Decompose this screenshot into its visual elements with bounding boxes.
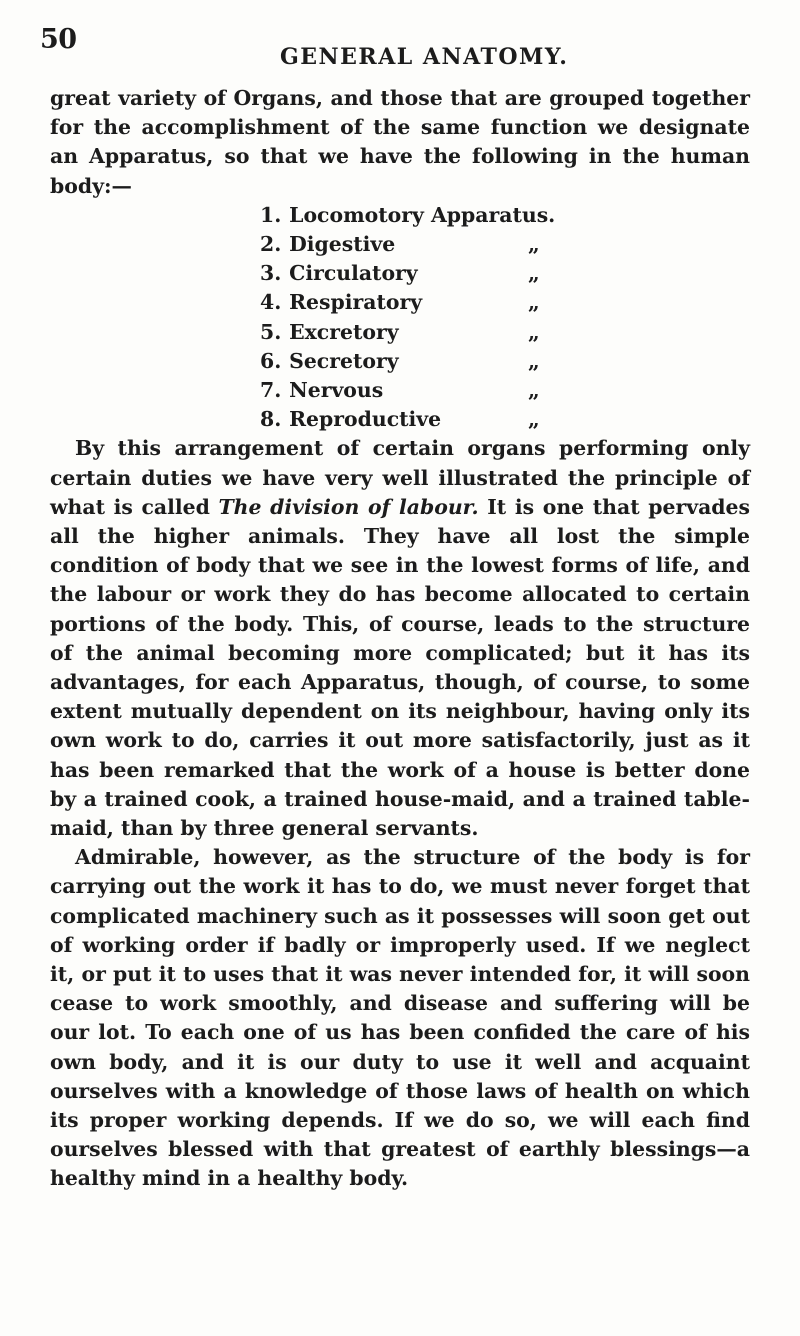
paragraph-text: It is one that pervades all the higher animals. They have all lost the simple condition of body that we see in the lowest forms of life, and the labour or work they do has become allocated to certain portions of the body. This, of course, leads to the structure of the animal becoming more complicated; but it has its advantages, for each Apparatus, though, of course, to some extent mutually dependent on its neighbour, having only its own work to do, carries it out more satisfactorily, just as it has been remarked that the work of a house is better done by a trained cook, a trained house-maid, and a trained table-maid, than by three general servants. bbox=[50, 494, 751, 840]
body-text bbox=[50, 84, 750, 1194]
list-item-number: 3. bbox=[260, 261, 282, 286]
list-item bbox=[260, 230, 750, 259]
list-item-number: 4. bbox=[260, 290, 282, 315]
list-item-number: 6. bbox=[260, 348, 282, 373]
apparatus-list bbox=[50, 201, 750, 435]
ditto-mark: „ bbox=[528, 261, 540, 286]
division-of-labour-paragraph bbox=[50, 434, 750, 843]
list-item bbox=[260, 288, 750, 317]
ditto-mark: „ bbox=[528, 232, 540, 256]
list-item-label: Excretory bbox=[289, 319, 399, 344]
list-item-label: Circulatory bbox=[289, 261, 418, 286]
list-item-label: Digestive bbox=[289, 232, 396, 256]
intro-paragraph: great variety of Organs, and those that are grouped together for the accomplishment of the same function we designate an Apparatus, so that we have the following in the human body:— bbox=[50, 86, 750, 198]
list-item-number: 2. bbox=[260, 232, 282, 256]
running-head: GENERAL ANATOMY. bbox=[280, 44, 569, 70]
list-item-number: 5. bbox=[260, 319, 282, 344]
list-item bbox=[260, 318, 750, 347]
ditto-mark: „ bbox=[528, 348, 540, 373]
ditto-mark: „ bbox=[528, 377, 540, 402]
list-item-label: Respiratory bbox=[289, 290, 423, 315]
list-item-label: Nervous bbox=[289, 377, 384, 402]
list-item bbox=[260, 405, 750, 434]
list-item bbox=[260, 259, 750, 288]
italic-term: The division of labour. bbox=[218, 494, 479, 519]
paragraph-text: By this arrangement of certain organs performing only certain duties we have very well illustrated the principle of what is called bbox=[50, 436, 750, 519]
list-item bbox=[260, 347, 750, 376]
list-item-label: Secretory bbox=[289, 348, 399, 373]
list-item-label: Reproductive bbox=[289, 407, 442, 432]
list-item-number: 1. bbox=[260, 202, 282, 227]
page-number: 50 bbox=[40, 24, 77, 55]
list-item bbox=[260, 201, 750, 230]
list-item-number: 8. bbox=[260, 407, 282, 432]
ditto-mark: „ bbox=[528, 290, 540, 315]
list-item-number: 7. bbox=[260, 377, 282, 402]
ditto-mark: „ bbox=[528, 407, 540, 432]
list-item bbox=[260, 376, 750, 405]
health-paragraph: Admirable, however, as the structure of the body is for carrying out the work it has to do, we must never forget that complicated machinery such as it possesses will soon get out of working order if badly or improperly used. If we neglect it, or put it to uses that it was never intended for, it will soon cease to work smoothly, and disease and suffering will be our lot. To each one of us has been confided the care of his own body, and it is our duty to use it well and acquaint ourselves with a knowledge of those laws of health on which its proper working depends. If we do so, we will each find ourselves blessed with that greatest of earthly blessings—a healthy mind in a healthy body. bbox=[50, 845, 750, 1191]
list-item-label: Locomotory Apparatus. bbox=[289, 202, 556, 227]
ditto-mark: „ bbox=[528, 319, 540, 344]
